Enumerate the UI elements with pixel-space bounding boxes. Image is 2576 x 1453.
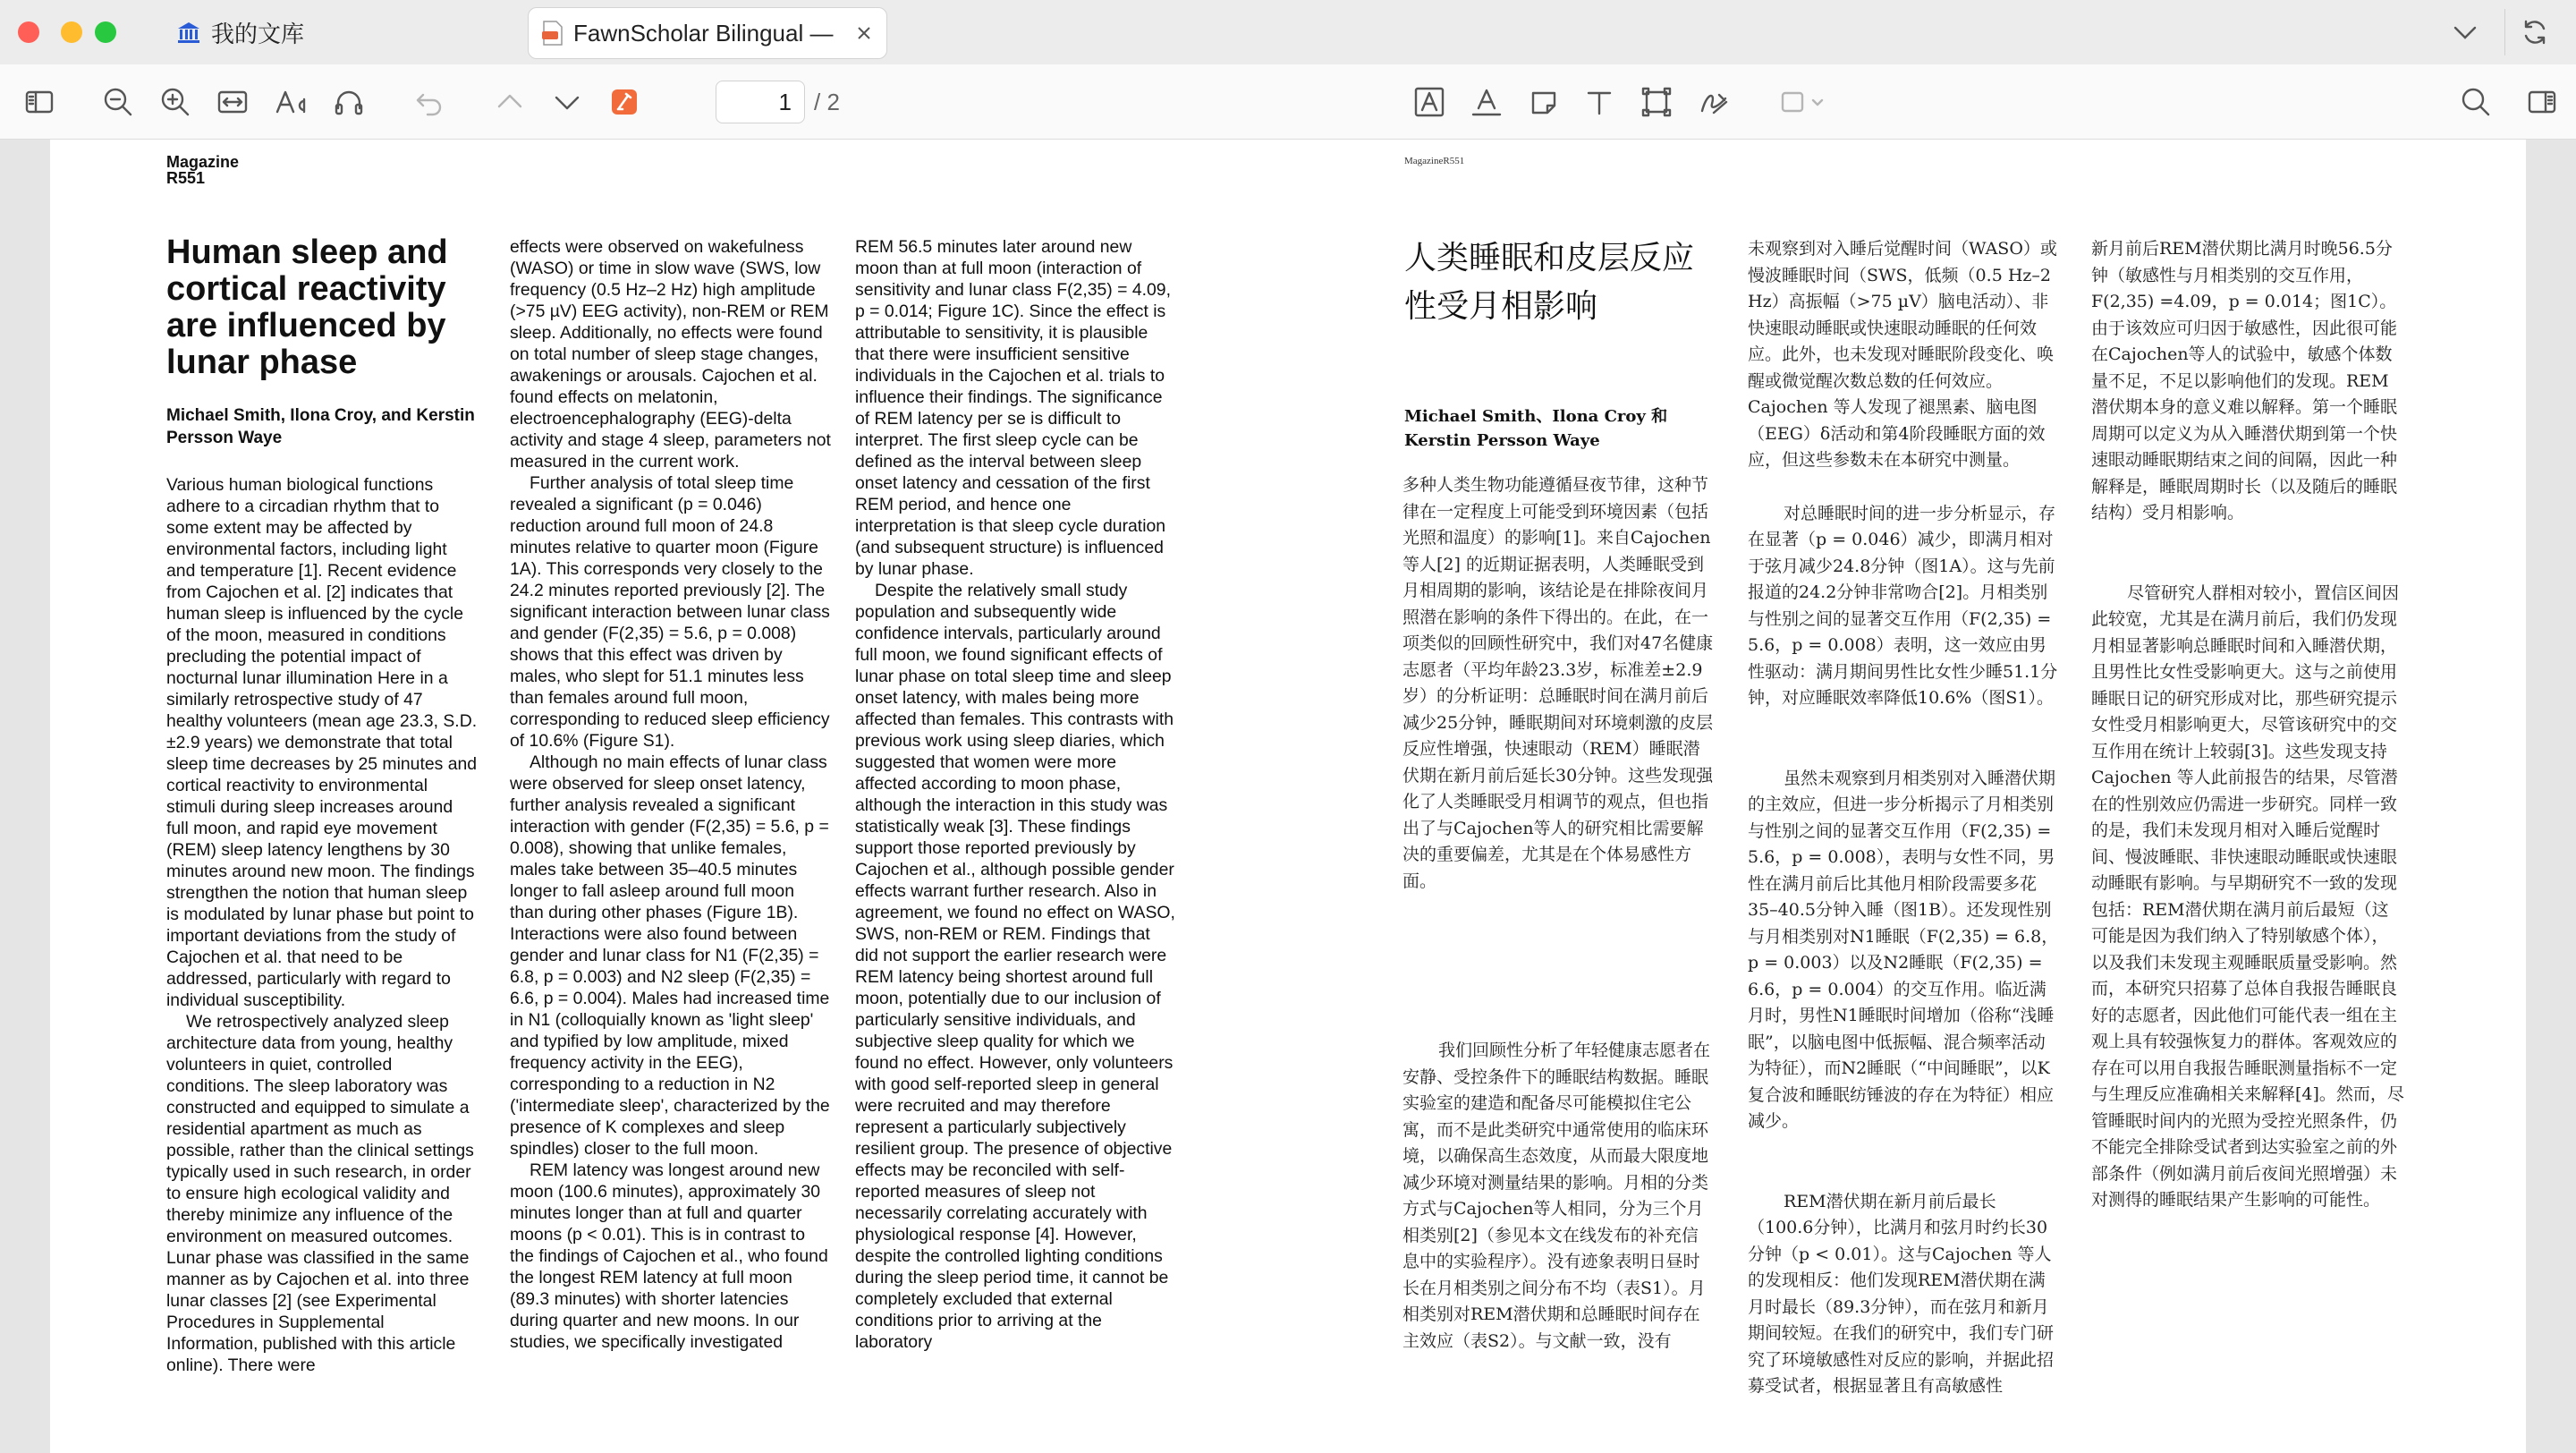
- tab-library-label: 我的文库: [211, 20, 305, 47]
- undo-button[interactable]: [406, 79, 453, 125]
- sidebar-icon: [21, 84, 57, 120]
- en-col2-para-1: effects were observed on wakefulness (WASO) or time in slow wave (SWS, low frequency (0.5 Hz–2 Hz) high amplitude (>75 µV) EEG activity), non-REM or REM sleep. Additionally, no effects were found on total number of sleep stage changes, awakenings or arousals. Cajochen et al. found effects on melatonin, electroencephalography (EEG)-delta activity and stage 4 sleep, parameters not measured in the current work.: [510, 237, 831, 472]
- color-swatch-icon: [1777, 84, 1831, 120]
- en-column-2: [510, 236, 832, 1453]
- en-col2-para-4: REM latency was longest around new moon (100.6 minutes), approximately 30 minutes longer than at full and quarter moons (p < 0.01). This is in contrast to the findings of Cajochen et al., who found the longest REM latency at full moon (89.3 minutes) with shorter latencies during quarter and new moons. In our studies, we specifically investigated: [510, 1160, 828, 1352]
- select-region-button[interactable]: [1633, 79, 1680, 125]
- article-title: Human sleep and cortical reactivity are influenced by lunar phase: [166, 234, 448, 381]
- chevron-down-icon: [549, 84, 585, 120]
- en-col3-para-1: REM 56.5 minutes later around new moon than at full moon (interaction of sensitivity and lunar class F(2,35) = 4.09, p = 0.014; Figure 1C). Since the effect is attributable to sensitivity, it is plausible that there were insufficient sensitive individuals in the Cajochen et al. trials to influence their findings. The significance of REM latency per se is difficult to interpret. The first sleep cycle can be defined as the interval between sleep onset latency and cessation of the first REM period, and hence one interpretation is that sleep cycle duration (and subsequent structure) is influenced by lunar phase.: [855, 237, 1171, 579]
- zoom-window-button[interactable]: [95, 21, 116, 43]
- toolbar: [0, 64, 2576, 140]
- tab-library[interactable]: [175, 13, 304, 52]
- pdf-file-icon: [541, 20, 564, 47]
- select-region-icon: [1639, 84, 1674, 120]
- magazine-header: [166, 154, 239, 186]
- zh-page-label: MagazineR551: [1404, 156, 1465, 166]
- refresh-icon: [2519, 16, 2551, 48]
- text-size-button[interactable]: [268, 79, 315, 125]
- en-col2-para-3: Although no main effects of lunar class were observed for sleep onset latency, further analysis revealed a significant interaction with gender (F(2,35) = 5.6, p = 0.008), showing that unlike females, males take between 35–40.5 minutes longer to fall asleep around full moon than during other phases (Figure 1B). Interactions were also found between gender and lunar class for N1 (F(2,35) = 6.8, p = 0.003) and N2 sleep (F(2,35) = 6.6, p = 0.004). Males had increased time in N1 (colloquially known as 'light sleep' and typified by low amplitude, mixed frequency activity in the EEG), corresponding to a reduction in N2 ('intermediate sleep', characterized by the presence of K complexes and sleep spindles) closer to the full moon.: [510, 752, 830, 1159]
- en-column-3: [855, 236, 1177, 1453]
- zh-column-3: [2091, 236, 2404, 1453]
- en-col2-para-2: Further analysis of total sleep time revealed a significant (p = 0.046) reduction around full moon of 24.8 minutes relative to quarter moon (Figure 1A). This corresponds very closely to the 24.2 minutes reported previously [2]. The significant interaction between lunar class and gender (F(2,35) = 5.6, p = 0.008) shows that this effect was driven by males, who slept for 51.1 minutes less than females around full moon, corresponding to reduced sleep efficiency of 10.6% (Figure S1).: [510, 473, 830, 751]
- zh-col3-para-1: 新月前后REM潜伏期比满月时晚56.5分钟（敏感性与月相类别的交互作用，F(2,35) =4.09，p = 0.014；图1C）。由于该效应可归因于敏感性，因此很可能在Cajochen等人的试验中，敏感个体数量不足，不足以影响他们的发现。REM潜伏期本身的意义难以解释。第一个睡眠周期可以定义为从入睡潜伏期到第一个快速眼动睡眠期结束之间的间隔，因此一种解释是，睡眠周期时长（以及随后的睡眠结构）受月相影响。: [2091, 239, 2398, 523]
- right-panel-button[interactable]: [2519, 79, 2565, 125]
- add-note-button[interactable]: [1521, 79, 1567, 125]
- page-number-input[interactable]: 1: [716, 81, 805, 123]
- close-window-button[interactable]: [18, 21, 39, 43]
- highlight-tool-icon: [606, 84, 642, 120]
- chevron-up-icon: [492, 84, 528, 120]
- close-tab-icon[interactable]: [854, 23, 874, 43]
- add-text-button[interactable]: [1576, 79, 1623, 125]
- toggle-sidebar-button[interactable]: [16, 79, 63, 125]
- zh-article-authors: Michael Smith、Ilona Croy 和 Kerstin Persson Waye: [1404, 407, 1668, 450]
- read-aloud-button[interactable]: [326, 79, 372, 125]
- tab-document-title: FawnScholar Bilingual —: [573, 19, 834, 47]
- next-page-button[interactable]: [544, 79, 590, 125]
- title-bar: [0, 0, 2576, 64]
- fit-width-button[interactable]: [209, 79, 256, 125]
- en-col1-para-2: We retrospectively analyzed sleep architecture data from young, healthy volunteers in quiet, controlled conditions. The sleep laboratory was constructed and equipped to simulate a residential apartment as much as possible, rather than the clinical settings typically used in such research, in order to ensure high ecological validity and thereby minimize any influence of the environment on measured outcomes. Lunar phase was classified in the same manner as by Cajochen et al. into three lunar classes [2] (see Experimental Procedures in Supplemental Information, published with this article online). There were: [166, 1012, 474, 1375]
- en-col1-para-1: Various human biological functions adhere to a circadian rhythm that to some extent may be affected by environmental factors, including light and temperature [1]. Recent evidence from Cajochen et al. [2] indicates that human sleep is influenced by the cycle of the moon, measured in conditions precluding the potential impact of nocturnal lunar illumination Here in a similarly retrospective study of 47 healthy volunteers (mean age 23.3, S.D. ±2.9 years) we demonstrate that total sleep time decreases by 25 minutes and cortical reactivity to environmental stimuli during sleep increases around full moon, and rapid eye movement (REM) sleep latency lengthens by 30 minutes around new moon. The findings strengthen the notion that human sleep is modulated by lunar phase but point to important deviations from the study of Cajochen et al. that need to be addressed, particularly with regard to individual susceptibility.: [166, 475, 478, 1010]
- magazine-label: Magazine: [166, 153, 240, 171]
- text-underline-button[interactable]: [1463, 79, 1510, 125]
- zh-column-2: [1748, 236, 2059, 1453]
- zh-col1-para-1: 多种人类生物功能遵循昼夜节律，这种节律在一定程度上可能受到环境因素（包括光照和温度）的影响[1]。来自Cajochen 等人[2] 的近期证据表明，人类睡眠受到月相周期的影响，该结论是在排除夜间月照潜在影响的条件下得出的。在此，在一项类似的回顾性研究中，我们对47名健康志愿者（平均年龄23.3岁，标准差±2.9岁）的分析证明：总睡眠时间在满月前后减少25分钟，睡眠期间对环境刺激的皮层反应性增强，快速眼动（REM）睡眠潜伏期在新月前后延长30分钟。这些发现强化了人类睡眠受月相调节的观点，但也指出了与Cajochen等人的研究相比需要解决的重要偏差，尤其是在个体易感性方面。: [1402, 475, 1714, 891]
- zh-col3-para-2: 尽管研究人群相对较小，置信区间因此较宽，尤其是在满月前后，我们仍发现月相显著影响总睡眠时间和入睡潜伏期，且男性比女性受影响更大。这与之前使用睡眠日记的研究形成对比，那些研究提示女性受月相影响更大，尽管该研究中的交互作用在统计上较弱[3]。这些发现支持Cajochen 等人此前报告的结果，尽管潜在的性别效应仍需进一步研究。同样一致的是，我们未发现月相对入睡后觉醒时间、慢波睡眠、非快速眼动睡眠或快速眼动睡眠有影响。与早期研究不一致的发现包括：REM潜伏期在满月前后最短（这可能是因为我们纳入了特别敏感个体），以及我们未发现主观睡眠质量受影响。然而，本研究只招募了总体自我报告睡眠良好的志愿者，因此他们可能代表一组在主观上具有较强恢复力的群体。客观效应的存在可以用自我报告睡眠测量指标不一定与生理反应准确相关来解释[4]。然而，尽管睡眠时间内的光照为受控光照条件，仍不能完全排除受试者到达实验室之前的外部条件（例如满月前后夜间光照增强）未对测得的睡眠结果产生影响的可能性。: [2091, 582, 2404, 1210]
- undo-icon: [411, 84, 447, 120]
- signature-icon: [1696, 84, 1732, 120]
- zh-col2-para-3: 虽然未观察到月相类别对入睡潜伏期的主效应，但进一步分析揭示了月相类别与性别之间的显著交互作用（F(2,35) = 5.6，p = 0.008），表明与女性不同，男性在满月前后比其他月相阶段需要多花35–40.5分钟入睡（图1B）。还发现性别与月相类别对N1睡眠（F(2,35) = 6.8，p = 0.003）以及N2睡眠（F(2,35) = 6.6，p = 0.004）的交互作用。临近满月时，男性N1睡眠时间增加（俗称“浅睡眠”，以脑电图中低振幅、混合频率活动为特征），而N2睡眠（“中间睡眠”，以K复合波和睡眠纺锤波的存在为特征）相应减少。: [1748, 768, 2059, 1131]
- zoom-out-icon: [100, 84, 136, 120]
- signature-button[interactable]: [1690, 79, 1737, 125]
- library-icon: [175, 19, 202, 46]
- tab-document[interactable]: [528, 7, 887, 59]
- zh-article-title: 人类睡眠和皮层反应性受月相影响: [1404, 240, 1695, 325]
- zoom-out-button[interactable]: [95, 79, 141, 125]
- note-icon: [1526, 84, 1562, 120]
- text-underline-icon: [1469, 84, 1504, 120]
- text-size-icon: [274, 84, 309, 120]
- text-highlight-button[interactable]: [1406, 79, 1453, 125]
- headphones-icon: [331, 84, 367, 120]
- article-authors: Michael Smith, Ilona Croy, and Kerstin Persson Waye: [166, 406, 475, 447]
- previous-page-button[interactable]: [487, 79, 533, 125]
- en-col3-para-2: Despite the relatively small study population and subsequently wide confidence intervals, particularly around full moon, we found significant effects of lunar phase on total sleep time and sleep onset latency, with males being more affected than females. This contrasts with previous work using sleep diaries, which suggested that women were more affected according to moon phase, although the interaction in this study was statistically weak [3]. These findings support those reported previously by Cajochen et al., although possible gender effects warrant further research. Also in agreement, we found no effect on WASO, SWS, non-REM or REM. Findings that did not support the earlier research were REM latency being shortest around full moon, potentially due to our inclusion of particularly sensitive individuals, and subjective sleep quality for which we found no effect. However, only volunteers with good self-reported sleep in general were recruited and may therefore represent a particularly subjectively resilient group. The presence of objective effects may be reconciled with self-reported measures of sleep not necessarily correlating accurately with physiological response [4]. However, despite the controlled lighting conditions during the sleep period time, it cannot be completely excluded that external conditions prior to arriving at the laboratory: [855, 581, 1175, 1352]
- refresh-button[interactable]: [2517, 14, 2553, 50]
- tab-overview-button[interactable]: [2447, 14, 2483, 50]
- zh-col1-para-2: 我们回顾性分析了年轻健康志愿者在安静、受控条件下的睡眠结构数据。睡眠实验室的建造和配备尽可能模拟住宅公寓，而不是此类研究中通常使用的临床环境，以确保高生态效度，从而最大限度地减少环境对测量结果的影响。月相的分类方式与Cajochen等人相同，分为三个月相类别[2]（参见本文在线发布的补充信息中的实验程序）。没有迹象表明日昼时长在月相类别之间分布不均（表S1）。月相类别对REM潜伏期和总睡眠时间存在主效应（表S2）。与文献一致，没有: [1402, 1041, 1711, 1351]
- fit-width-icon: [215, 84, 250, 120]
- zh-col2-para-4: REM潜伏期在新月前后最长（100.6分钟），比满月和弦月时约长30分钟（p < 0.01）。这与Cajochen 等人的发现相反：他们发现REM潜伏期在满月时最长（89.3分钟），而在弦月和新月期间较短。在我们的研究中，我们专门研究了环境敏感性对反应的影响，并据此招募受试者，根据显著且有高敏感性: [1748, 1191, 2055, 1396]
- page-total: / 2: [814, 89, 840, 115]
- page-label: R551: [166, 169, 206, 187]
- chevron-down-icon: [2450, 17, 2480, 47]
- titlebar-divider: [2504, 9, 2505, 55]
- text-highlight-icon: [1411, 84, 1447, 120]
- zh-col2-para-1: 未观察到对入睡后觉醒时间（WASO）或慢波睡眠时间（SWS，低频（0.5 Hz–2 Hz）高振幅（>75 µV）脑电活动）、非快速眼动睡眠或快速眼动睡眠的任何效应。此外，也未发现对睡眠阶段变化、唤醒或微觉醒次数总数的任何效应。Cajochen 等人发现了褪黑素、脑电图（EEG）δ活动和第4阶段睡眠方面的效应，但这些参数未在本研究中测量。: [1748, 239, 2057, 470]
- zh-column-1: [1402, 472, 1714, 1453]
- annotation-color-picker[interactable]: [1771, 79, 1837, 125]
- zh-col2-para-2: 对总睡眠时间的进一步分析显示，存在显著（p = 0.046）减少，即满月相对于弦月减少24.8分钟（图1A）。这与先前报道的24.2分钟非常吻合[2]。月相类别与性别之间的显著交互作用（F(2,35) = 5.6，p = 0.008）表明，这一效应由男性驱动：满月期间男性比女性少睡51.1分钟，对应睡眠效率降低10.6%（图S1）。: [1748, 503, 2058, 708]
- search-icon: [2458, 84, 2494, 120]
- search-button[interactable]: [2453, 79, 2499, 125]
- text-icon: [1581, 84, 1617, 120]
- zoom-in-button[interactable]: [152, 79, 199, 125]
- highlight-tool-button[interactable]: [601, 79, 648, 125]
- right-panel-icon: [2524, 84, 2560, 120]
- minimize-window-button[interactable]: [61, 21, 82, 43]
- zoom-in-icon: [157, 84, 193, 120]
- en-column-1: [166, 474, 479, 1453]
